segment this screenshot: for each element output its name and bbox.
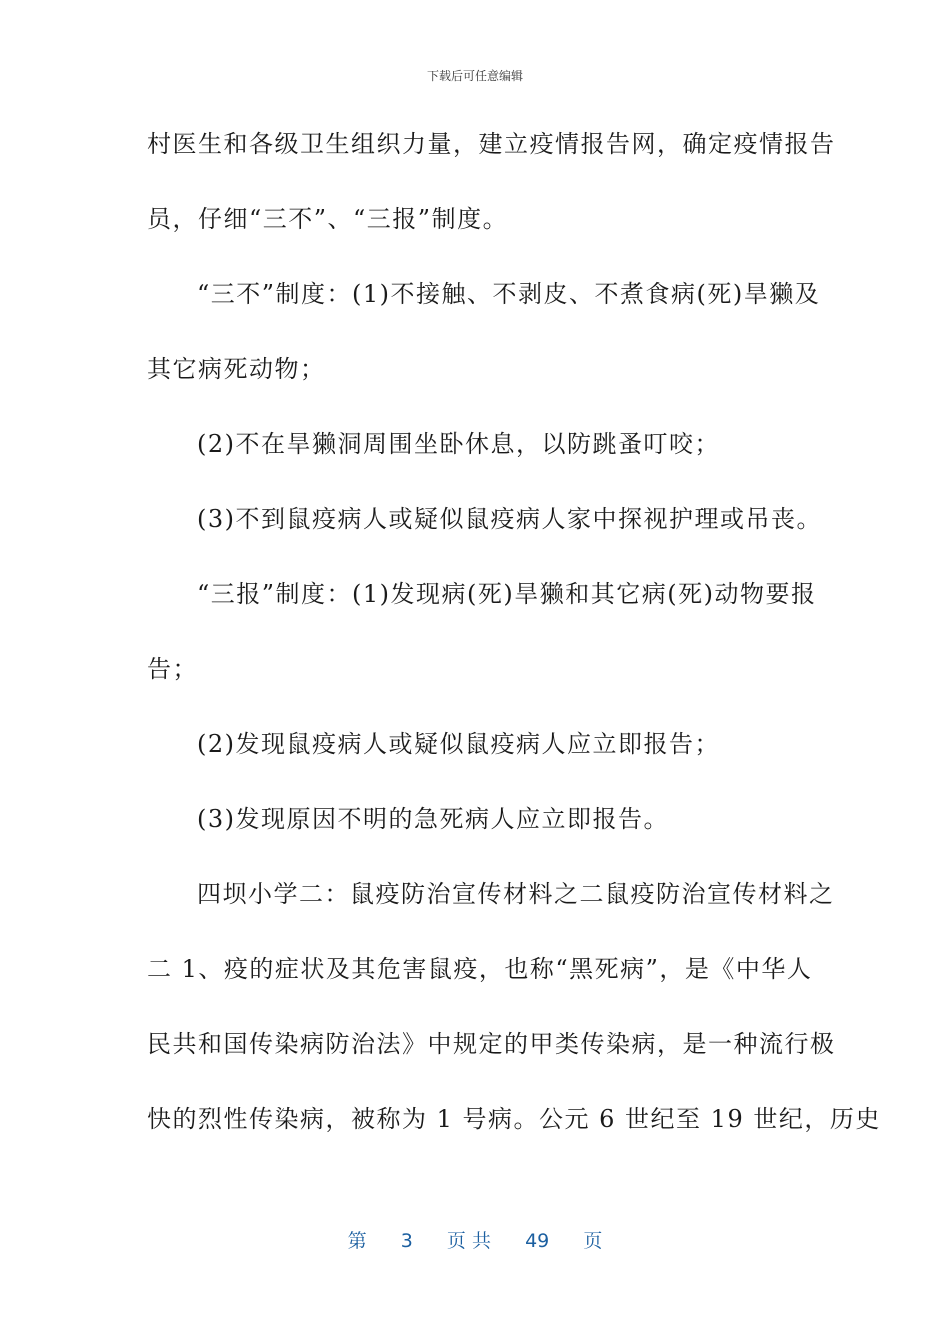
paragraph-line: 快的烈性传染病，被称为 1 号病。公元 6 世纪至 19 世纪，历史	[147, 1105, 881, 1133]
paragraph-line: (3)不到鼠疫病人或疑似鼠疫病人家中探视护理或吊丧。	[197, 505, 822, 533]
total-pages-number: 49	[525, 1230, 550, 1252]
paragraph-line: “三报”制度：(1)发现病(死)旱獭和其它病(死)动物要报	[197, 580, 817, 608]
paragraph-line: 告；	[147, 655, 198, 683]
page-footer	[0, 1226, 950, 1253]
paragraph-line: 员，仔细“三不”、“三报”制度。	[147, 205, 509, 233]
paragraph-line: 二 1、疫的症状及其危害鼠疫，也称“黑死病”，是《中华人	[147, 955, 813, 983]
paragraph-line: 民共和国传染病防治法》中规定的甲类传染病，是一种流行极	[147, 1030, 836, 1058]
footer-suffix: 页	[583, 1230, 603, 1252]
footer-middle: 页 共	[446, 1230, 491, 1252]
paragraph-line: (2)发现鼠疫病人或疑似鼠疫病人应立即报告；	[197, 730, 720, 758]
body-text	[147, 122, 881, 1172]
paragraph-line: (2)不在旱獭洞周围坐卧休息，以防跳蚤叮咬；	[197, 430, 720, 458]
header-note: 下载后可任意编辑	[426, 69, 523, 83]
paragraph-line: 四坝小学二：鼠疫防治宣传材料之二鼠疫防治宣传材料之	[197, 880, 835, 908]
paragraph-line: 其它病死动物；	[147, 355, 326, 383]
current-page-number: 3	[400, 1230, 413, 1252]
paragraph-line: “三不”制度：(1)不接触、不剥皮、不煮食病(死)旱獭及	[197, 280, 821, 308]
footer-prefix: 第	[347, 1230, 367, 1252]
paragraph-line: 村医生和各级卫生组织力量，建立疫情报告网，确定疫情报告	[147, 130, 836, 158]
paragraph-line: (3)发现原因不明的急死病人应立即报告。	[197, 805, 669, 833]
